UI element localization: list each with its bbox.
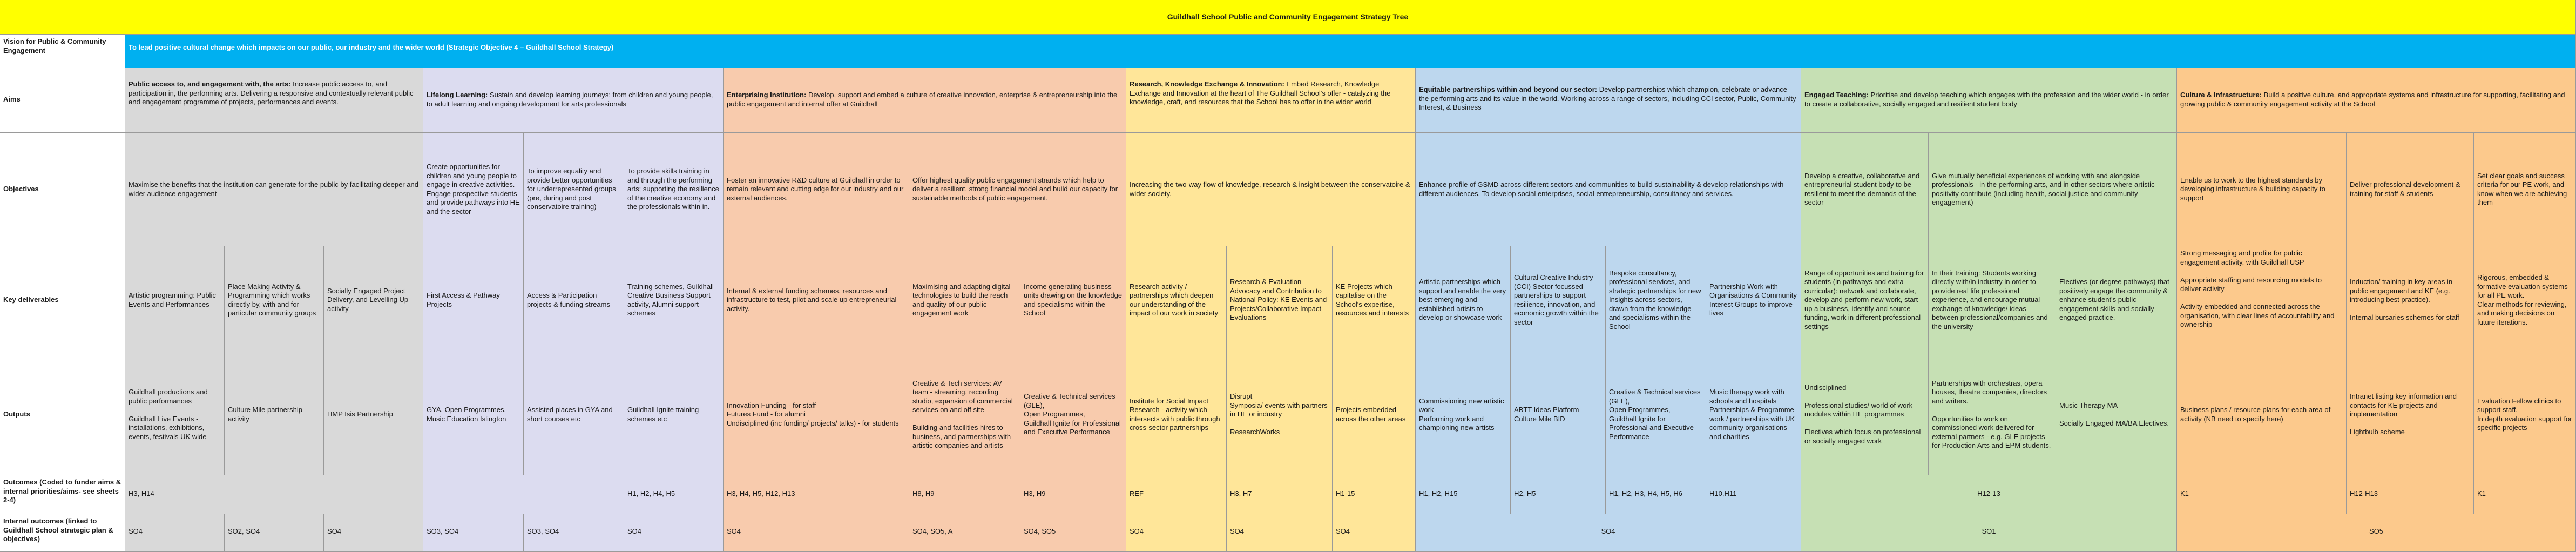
objective-cell: Give mutually beneficial experiences of working with and alongside professionals - in the performing arts, and in other sectors where artistic positivity contribute (including health, social justice and community engagement): [1929, 133, 2177, 246]
output-cell: Music Therapy MA Socially Engaged MA/BA Electives.: [2056, 354, 2177, 475]
outcome-cell: H3, H14: [125, 475, 423, 514]
aim-equitable-partnerships: [1416, 68, 1801, 133]
output-cell: Culture Mile partnership activity: [225, 354, 324, 475]
output-cell: Guildhall productions and public performances Guildhall Live Events - installations, exhibitions, events, festivals UK wide: [125, 354, 225, 475]
output-cell: Institute for Social Impact Research - activity which intersects with public through cross-sector partnerships: [1126, 354, 1227, 475]
output-cell: Creative & Technical services (GLE), Open Programmes, Guildhall Ignite for Professional and Executive Performance: [1606, 354, 1706, 475]
internal-outcome-cell: SO4: [125, 514, 225, 552]
objective-cell: To improve equality and provide better opportunities for underrepresented groups (pre, during and post conservatoire training): [524, 133, 624, 246]
objective-cell: Foster an innovative R&D culture at Guildhall in order to remain relevant and cutting edge for our industry and our external audiences.: [724, 133, 909, 246]
deliverable-cell: Cultural Creative Industry (CCI) Sector focussed partnerships to support resilience, innovation, and economic growth within the sector: [1511, 246, 1606, 354]
output-cell: Evaluation Fellow clinics to support staff. In depth evaluation support for specific projects: [2474, 354, 2576, 475]
outcome-cell: H12-13: [1801, 475, 2177, 514]
objective-cell: Increasing the two-way flow of knowledge, research & insight between the conservatoire & wider society.: [1126, 133, 1416, 246]
outcome-cell: H12-H13: [2347, 475, 2474, 514]
output-cell: GYA, Open Programmes, Music Education Islington: [423, 354, 524, 475]
objective-cell: Set clear goals and success criteria for our PE work, and know when we are achieving them: [2474, 133, 2576, 246]
aim-text: Develop, support and embed a culture of creative innovation, enterprise & entrepreneurship into the public engagement and internal offer at Guildhall: [727, 91, 1118, 108]
outcome-cell: K1: [2177, 475, 2347, 514]
output-cell: Guildhall Ignite training schemes etc: [624, 354, 724, 475]
deliverable-cell: Partnership Work with Organisations & Community Interest Groups to improve lives: [1706, 246, 1801, 354]
output-cell: Business plans / resource plans for each area of activity (NB need to specify here): [2177, 354, 2347, 475]
output-cell: ABTT Ideas Platform Culture Mile BID: [1511, 354, 1606, 475]
outcome-cell: H10,H11: [1706, 475, 1801, 514]
deliverable-cell: In their training: Students working directly with/in industry in order to provide real life professional experience, and encourage mutual exchange of knowledge/ ideas between professional/companies and the university: [1929, 246, 2056, 354]
output-cell: Projects embedded across the other areas: [1333, 354, 1416, 475]
output-cell: Undisciplined Professional studies/ world of work modules within HE programmes Electives which focus on professional or socially engaged work: [1801, 354, 1929, 475]
output-cell: Creative & Technical services (GLE), Open Programmes, Guildhall Ignite for Professional and Executive Performance: [1020, 354, 1126, 475]
internal-outcome-cell: SO5: [2177, 514, 2576, 552]
internal-outcome-cell: SO4, SO5, A: [909, 514, 1020, 552]
output-cell: Creative & Tech services: AV team - streaming, recording studio, expansion of commercial services on and off site Building and facilities hires to business, and partnerships with artistic companies and artists: [909, 354, 1020, 475]
aim-heading: Culture & Infrastructure:: [2180, 91, 2262, 99]
deliverable-cell: Artistic partnerships which support and enable the very best emerging and established artists to develop or showcase work: [1416, 246, 1511, 354]
objective-cell: Offer highest quality public engagement strands which help to deliver a resilient, strong financial model and build our capacity for sustainable methods of public engagement.: [909, 133, 1126, 246]
deliverable-cell: Strong messaging and profile for public engagement activity, with Guildhall USP Appropriate staffing and resourcing models to deliver activity Activity embedded and connected across the organisation, with clear lines of accountability and ownership: [2177, 246, 2347, 354]
aim-text: Develop partnerships which champion, celebrate or advance the performing arts and its value in the world. Working across a range of sectors, including CCI sector, Public, Community Interest, & Business: [1419, 85, 1796, 111]
aim-heading: Engaged Teaching:: [1804, 91, 1869, 99]
objective-cell: Deliver professional development & training for staff & students: [2347, 133, 2474, 246]
row-label-outputs: Outputs: [0, 354, 125, 475]
aim-engaged-teaching: [1801, 68, 2177, 133]
deliverable-cell: Research activity / partnerships which deepen our understanding of the impact of our work in society: [1126, 246, 1227, 354]
output-cell: HMP Isis Partnership: [324, 354, 423, 475]
aim-text: Sustain and develop learning journeys; from children and young people, to adult learning and ongoing development for arts professionals: [427, 91, 713, 108]
output-cell: Music therapy work with schools and hospitals Partnerships & Programme work / partnerships with UK community organisations and charities: [1706, 354, 1801, 475]
aim-enterprising-institution: [724, 68, 1126, 133]
outcome-cell: H3, H4, H5, H12, H13: [724, 475, 909, 514]
deliverable-cell: Bespoke consultancy, professional services, and strategic partnerships for new Insights across sectors, drawn from the knowledge and specialisms within the School: [1606, 246, 1706, 354]
aim-text: Embed Research, Knowledge Exchange and Innovation at the heart of The Guildhall School's offer - catalyzing the knowledge, craft, and resources that the School has to offer in the wider world: [1130, 80, 1391, 106]
deliverable-cell: Artistic programming: Public Events and Performances: [125, 246, 225, 354]
aim-heading: Enterprising Institution:: [727, 91, 807, 99]
aim-text: Build a positive culture, and appropriate systems and infrastructure for supporting, facilitating and growing public & community engagement activity at the School: [2180, 91, 2565, 108]
aim-text: Prioritise and develop teaching which engages with the profession and the wider world - in order to create a collaborative, socially engaged and resilient student body: [1804, 91, 2169, 108]
deliverable-cell: Range of opportunities and training for students (in pathways and extra curricular): network and collaborate, develop and perform new work, start up a business, identify and source funding, work in different professional settings: [1801, 246, 1929, 354]
internal-outcome-cell: SO4: [1416, 514, 1801, 552]
objective-cell: Maximise the benefits that the institution can generate for the public by facilitating deeper and wider audience engagement: [125, 133, 423, 246]
internal-outcome-cell: SO3, SO4: [524, 514, 624, 552]
deliverable-cell: Place Making Activity & Programming which works directly by, with and for particular community groups: [225, 246, 324, 354]
aim-heading: Lifelong Learning:: [427, 91, 488, 99]
deliverable-cell: Research & Evaluation Advocacy and Contribution to National Policy: KE Events and Projects/Collaborative Impact Evaluations: [1227, 246, 1333, 354]
internal-outcome-cell: SO4: [1227, 514, 1333, 552]
output-cell: Partnerships with orchestras, opera houses, theatre companies, directors and writers. Opportunities to work on commissioned work delivered for external partners - e.g. GLE projects for Production Arts and EPM students.: [1929, 354, 2056, 475]
output-cell: Innovation Funding - for staff Futures Fund - for alumni Undisciplined (inc funding/ projects/ talks) - for students: [724, 354, 909, 475]
vision-text: To lead positive cultural change which impacts on our public, our industry and the wider world (Strategic Objective 4 – Guildhall School Strategy): [125, 35, 2576, 68]
internal-outcome-cell: SO2, SO4: [225, 514, 324, 552]
deliverable-cell: Income generating business units drawing on the knowledge and specialisms within the School: [1020, 246, 1126, 354]
outcome-cell: H3, H7: [1227, 475, 1333, 514]
outcome-cell: K1: [2474, 475, 2576, 514]
aim-text: Increase public access to, and participation in, the performing arts. Delivering a responsive and contextually relevant public and engagement programme of projects, performances and events.: [129, 80, 414, 106]
row-label-aims: Aims: [0, 68, 125, 133]
aim-public-access: [125, 68, 423, 133]
vision-label: Vision for Public & Community Engagement: [0, 35, 125, 68]
row-label-objectives: Objectives: [0, 133, 125, 246]
deliverable-cell: Induction/ training in key areas in public engagement and KE (e.g. introducing best practice). Internal bursaries schemes for staff: [2347, 246, 2474, 354]
outcome-cell: H8, H9: [909, 475, 1020, 514]
row-label-internal-outcomes: Internal outcomes (linked to Guildhall School strategic plan & objectives): [0, 514, 125, 552]
deliverable-cell: Internal & external funding schemes, resources and infrastructure to test, pilot and scale up entrepreneurial activity.: [724, 246, 909, 354]
aim-lifelong-learning: [423, 68, 724, 133]
deliverable-cell: Access & Participation projects & funding streams: [524, 246, 624, 354]
output-cell: Commissioning new artistic work Performing work and championing new artists: [1416, 354, 1511, 475]
row-label-outcomes: Outcomes (Coded to funder aims & internal priorities/aims- see sheets 2-4): [0, 475, 125, 514]
deliverable-cell: Maximising and adapting digital technologies to build the reach and quality of our public engagement work: [909, 246, 1020, 354]
outcome-cell: REF: [1126, 475, 1227, 514]
internal-outcome-cell: SO4, SO5: [1020, 514, 1126, 552]
internal-outcome-cell: SO4: [724, 514, 909, 552]
internal-outcome-cell: SO4: [624, 514, 724, 552]
output-cell: Assisted places in GYA and short courses etc: [524, 354, 624, 475]
objective-cell: Enable us to work to the highest standards by developing infrastructure & building capacity to support: [2177, 133, 2347, 246]
deliverable-cell: Electives (or degree pathways) that positively engage the community & enhance student's public engagement skills and socially engaged practice.: [2056, 246, 2177, 354]
objective-cell: Enhance profile of GSMD across different sectors and communities to build sustainability & develop relationships with different audiences. To develop social enterprises, social entrepreneurship, consultancy and services.: [1416, 133, 1801, 246]
objective-cell: To provide skills training in and through the performing arts; supporting the resilience of the creative economy and the professionals within in.: [624, 133, 724, 246]
internal-outcome-cell: SO4: [1126, 514, 1227, 552]
outcome-cell: [423, 475, 624, 514]
output-cell: Disrupt Symposia/ events with partners in HE or industry ResearchWorks: [1227, 354, 1333, 475]
aim-research-knowledge-exchange: [1126, 68, 1416, 133]
objective-cell: Develop a creative, collaborative and entrepreneurial student body to be resilient to meet the demands of the sector: [1801, 133, 1929, 246]
aim-heading: Equitable partnerships within and beyond our sector:: [1419, 85, 1598, 93]
objective-cell: Create opportunities for children and young people to engage in creative activities. Engage prospective students and provide pathways into HE and the sector: [423, 133, 524, 246]
outcome-cell: H2, H5: [1511, 475, 1606, 514]
internal-outcome-cell: SO3, SO4: [423, 514, 524, 552]
sheet-title: Guildhall School Public and Community Engagement Strategy Tree: [0, 0, 2576, 35]
deliverable-cell: KE Projects which capitalise on the School's expertise, resources and interests: [1333, 246, 1416, 354]
deliverable-cell: Training schemes, Guildhall Creative Business Support activity, Alumni support schemes: [624, 246, 724, 354]
internal-outcome-cell: SO1: [1801, 514, 2177, 552]
outcome-cell: H1, H2, H3, H4, H5, H6: [1606, 475, 1706, 514]
aim-culture-infrastructure: [2177, 68, 2576, 133]
outcome-cell: H1-15: [1333, 475, 1416, 514]
internal-outcome-cell: SO4: [1333, 514, 1416, 552]
deliverable-cell: Socially Engaged Project Delivery, and Levelling Up activity: [324, 246, 423, 354]
outcome-cell: H1, H2, H4, H5: [624, 475, 724, 514]
deliverable-cell: Rigorous, embedded & formative evaluation systems for all PE work. Clear methods for reviewing, and making decisions on future iterations.: [2474, 246, 2576, 354]
output-cell: Intranet listing key information and contacts for KE projects and implementation Lightbulb scheme: [2347, 354, 2474, 475]
internal-outcome-cell: SO4: [324, 514, 423, 552]
outcome-cell: H1, H2, H15: [1416, 475, 1511, 514]
outcome-cell: H3, H9: [1020, 475, 1126, 514]
aim-heading: Public access to, and engagement with, the arts:: [129, 80, 291, 88]
row-label-key-deliverables: Key deliverables: [0, 246, 125, 354]
aim-heading: Research, Knowledge Exchange & Innovation:: [1130, 80, 1284, 88]
deliverable-cell: First Access & Pathway Projects: [423, 246, 524, 354]
